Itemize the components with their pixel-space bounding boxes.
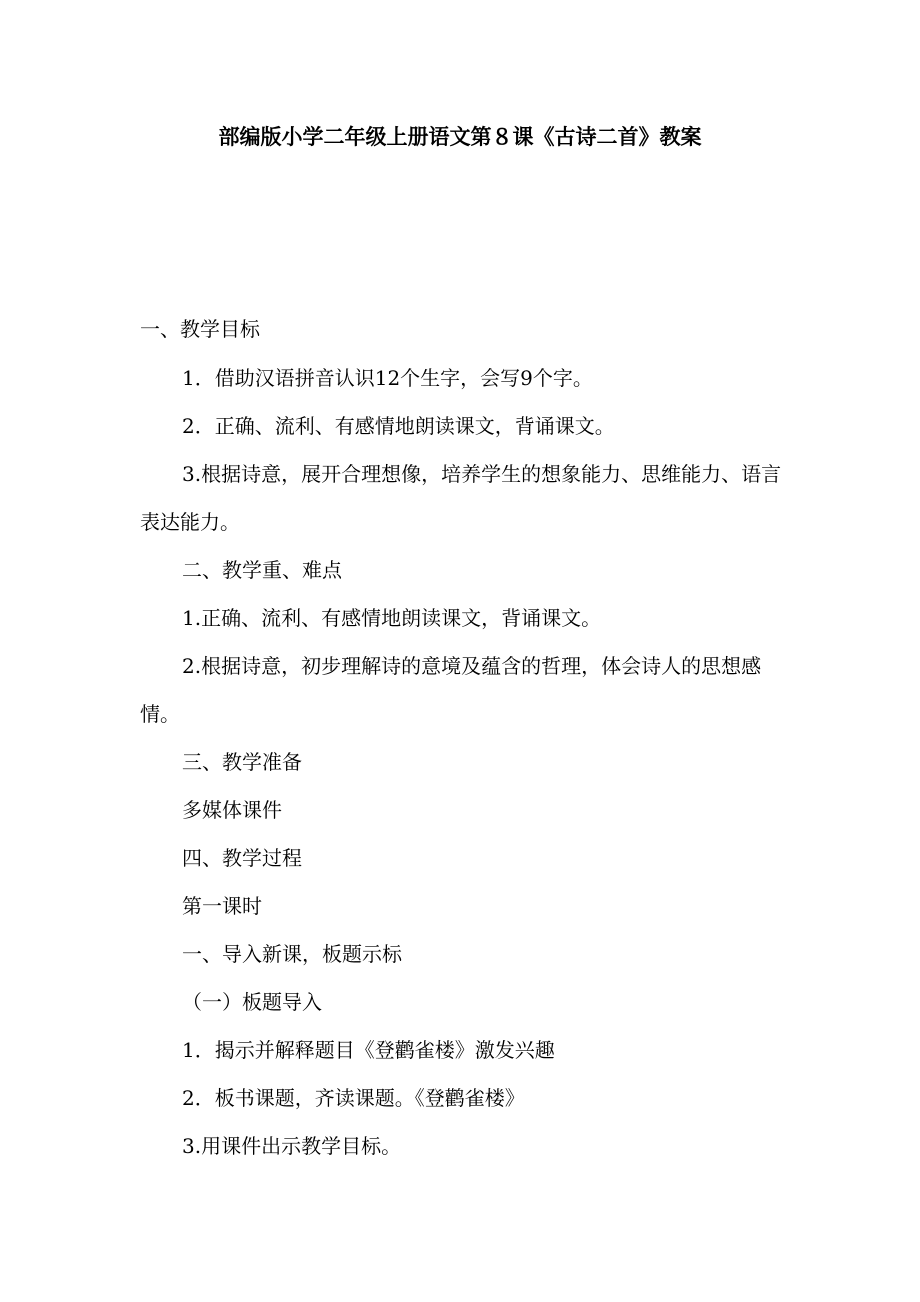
sub-step-heading: （一）板题导入 xyxy=(182,990,322,1014)
section-heading-preparation: 三、教学准备 xyxy=(182,750,302,774)
section-heading-key-points: 二、教学重、难点 xyxy=(182,558,342,582)
document-title: 部编版小学二年级上册语文第８课《古诗二首》教案 xyxy=(218,124,702,149)
objective-item-1: 1．借助汉语拼音认识12个生字，会写9个字。 xyxy=(182,366,593,390)
objective-item-3: 3.根据诗意，展开合理想像，培养学生的想象能力、思维能力、语言表达能力。 xyxy=(140,462,782,534)
sub-step-item-1: 1．揭示并解释题目《登鹳雀楼》激发兴趣 xyxy=(182,1038,555,1062)
key-point-item-1: 1.正确、流利、有感情地朗读课文，背诵课文。 xyxy=(182,606,602,630)
step-heading-intro: 一、导入新课，板题示标 xyxy=(182,942,402,966)
preparation-text: 多媒体课件 xyxy=(182,798,282,822)
objective-item-2: 2．正确、流利、有感情地朗读课文，背诵课文。 xyxy=(182,414,615,438)
sub-step-item-2: 2．板书课题，齐读课题。《登鹳雀楼》 xyxy=(182,1086,525,1110)
section-heading-objectives: 一、教学目标 xyxy=(140,317,260,341)
key-point-item-2: 2.根据诗意，初步理解诗的意境及蕴含的哲理，体会诗人的思想感情。 xyxy=(140,654,762,726)
sub-step-item-3: 3.用课件出示教学目标。 xyxy=(182,1134,402,1158)
section-heading-process: 四、教学过程 xyxy=(182,846,302,870)
lesson-period-label: 第一课时 xyxy=(182,894,262,918)
